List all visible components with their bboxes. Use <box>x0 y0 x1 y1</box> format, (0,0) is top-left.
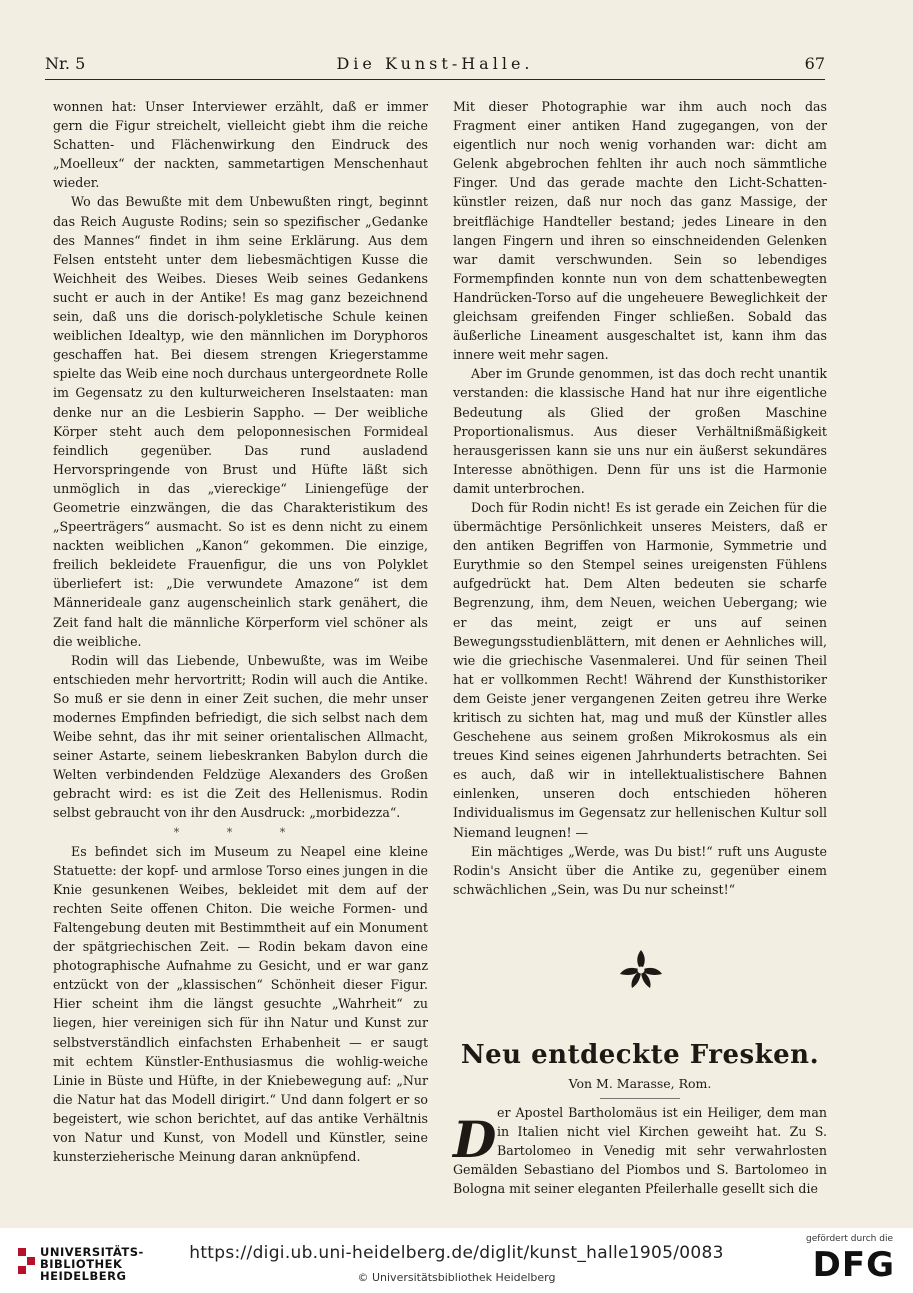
paragraph: Ein mächtiges „Werde, was Du bist!“ ruft uns Auguste Rodin's Ansicht über die Antike zu, gegenüber einem schwächlichen „Sein, was Du nur scheinst!“ <box>453 843 827 897</box>
paragraph: wonnen hat: Unser Interviewer erzählt, daß er immer gern die Figur streichelt, vielleicht giebt ihm die reiche Schatten- und Flächenwirkung den Eindruck des „Moelleux“ der nackten, sammetartigen Menschenhaut wieder. <box>53 99 428 191</box>
article-body <box>453 1103 827 1198</box>
article-text: er Apostel Bartholomäus ist ein Heiliger, dem man in Italien nicht viel Kirchen geweiht hat. Zu S. Bartolomeo in Venedig mit sehr verwahrlosten Gemälden Sebastiano del Piombos und S. Bartolomeo in Bologna mit seiner eleganten Pfeilerhalle gesellt sich die <box>453 1105 827 1197</box>
paragraph: Aber im Grunde genommen, ist das doch recht unantik verstanden: die klassische Hand hat nur ihre eigentliche Bedeutung als Glied der großen Maschine Proportionalismus. Aus dieser Verhältnißmäßigkeit herausgerissen kann sie uns nur ein äußerst sekundäres Interesse abnöthigen. Denn für uns ist die Harmonie damit unterbrochen. <box>453 366 827 496</box>
header-rule <box>45 79 825 80</box>
floral-ornament-icon <box>616 942 666 992</box>
viewer-footer <box>0 1228 913 1293</box>
institution-line: HEIDELBERG <box>40 1269 127 1283</box>
institution-line: BIBLIOTHEK <box>40 1257 123 1271</box>
section-separator: * * * <box>173 825 308 839</box>
funding-label: gefördert durch die <box>806 1234 893 1244</box>
journal-title: Die Kunst-Halle. <box>336 54 534 73</box>
institution-line: UNIVERSITÄTS- <box>40 1245 144 1259</box>
paragraph: Mit dieser Photographie war ihm auch noch das Fragment einer antiken Hand zugegangen, von der eigentlich nur noch wenig vorhanden war: dicht am Gelenk abgebrochen fehlten ihr auch noch sämmtliche Finger. Und das gerade machte den Licht-Schatten-künstler reizen, daß nur noch das ganz Massige, der breitflächige Handteller bestand; jedes Lineare in den langen Fingern und ihren so einschneidenden Gelenken war damit verschwunden. Sein so lebendiges Formempfinden konnte nun von dem schattenbewegten Handrücken-Torso auf die ungeheuere Beweglichkeit der gleichsam greifenden Finger schließen. Sobald das äußerliche Lineament ausgeschaltet ist, kann ihm das innere weit mehr sagen. <box>453 99 827 363</box>
article-byline: Von M. Marasse, Rom. <box>568 1076 712 1091</box>
page-number: 67 <box>804 54 825 73</box>
right-column <box>453 97 827 899</box>
issue-number: Nr. 5 <box>45 54 86 73</box>
paragraph: Es befindet sich im Museum zu Neapel eine kleine Statuette: der kopf- und armlose Torso eines jungen in die Knie gesunkenen Weibes, bekleidet mit dem auf der rechten Seite offenen Chiton. Die weiche Formen- und Faltengebung deuten mit Bestimmtheit auf ein Monument der spätgriechischen Zeit. — Rodin bekam davon eine photographische Aufnahme zu Gesicht, und er war ganz entzückt von der „klassischen“ Schönheit dieser Figur. Hier scheint ihm die längst gesuchte „Wahrheit“ zu liegen, hier vereinigen sich für ihn Natur und Kunst zur selbstverständlich einfachsten Erhabenheit — er saugt mit echtem Künstler-Enthusiasmus die wohlig-weiche Linie in Büste und Hüfte, in der Kniebewegung auf: „Nur die Natur hat das Modell dirigirt.“ Und dann folgert er so begeistert, wie schon berichtet, auf das antike Verhältnis von Natur und Kunst, von Modell und Künstler, seine kunsterzieherische Meinung daran anknüpfend. <box>53 843 428 1165</box>
copyright-notice: © Universitätsbibliothek Heidelberg <box>357 1271 556 1284</box>
article-title: Neu entdeckte Fresken. <box>460 1040 820 1070</box>
article-paragraph <box>453 1103 827 1198</box>
paragraph: Wo das Bewußte mit dem Unbewußten ringt, beginnt das Reich Auguste Rodins; sein so spezifischer „Gedanke des Mannes“ findet in ihm seine Erklärung. Aus dem Felsen entsteht unter dem liebesmächtigen Kusse die Weichheit des Weibes. Dieses Weib seines Gedankens sucht er auch in der Antike! Es mag ganz bezeichnend sein, daß uns die dorisch-polykletische Schule keinen weiblichen Idealtyp, wie den männlichen im Doryphoros geschaffen hat. Bei diesem strengen Kriegerstamme spielte das Weib eine noch durchaus untergeordnete Rolle im Gegensatz zu den kulturweicheren Inselstaaten: man denke nur an die Lesbierin Sappho. — Der weibliche Körper steht auch dem peloponnesischen Formideal feindlich gegenüber. Das rund ausladend Hervorspringende von Brust und Hüfte läßt sich unmöglich in das „viereckige“ Liniengefüge der Geometrie einzwängen, die das Charakteristikum des „Speerträgers“ ausmacht. So ist es denn nicht zu einem nackten weiblichen „Kanon“ gekommen. Die einzige, freilich bekleidete Frauenfigur, die uns von Polyklet überliefert ist: „Die verwundete Amazone“ ist dem Männerideale ganz augenscheinlich stark genähert, die Zeit fand halt die männliche Körperform viel schöner als die weibliche. <box>53 194 428 649</box>
dropcap-letter: D <box>453 1110 497 1169</box>
paragraph: Rodin will das Liebende, Unbewußte, was im Weibe entschieden mehr hervortritt; Rodin will auch die Antike. So muß er sie denn in einer Zeit suchen, die mehr unser modernes Empfinden befriedigt, die sich selbst nach dem Weibe sehnt, das ihr mit seiner orientalischen Allmacht, seiner Astarte, seinem liebeskranken Babylon durch die Welten verbindenden Feldzüge Alexanders des Großen gebracht wird: es ist die Zeit des Hellenismus. Rodin selbst gebraucht von ihr den Ausdruck: „morbidezza“. <box>53 652 428 821</box>
left-column <box>53 97 428 1166</box>
permalink-url[interactable]: https://digi.ub.uni-heidelberg.de/diglit/kunst_halle1905/0083 <box>189 1243 724 1263</box>
byline-rule <box>600 1098 680 1099</box>
dfg-logo[interactable]: DFG <box>812 1245 895 1285</box>
paragraph: Doch für Rodin nicht! Es ist gerade ein Zeichen für die übermächtige Persönlichkeit unseres Meisters, daß er den antiken Begriffen von Harmonie, Symmetrie und Eurythmie so den Stempel seines ureigensten Fühlens aufgedrückt hat. Dem Alten bedeuten sie scharfe Begrenzung, ihm, dem Neuen, weichen Uebergang; wie er das meint, zeigt er uns auf seinen Bewegungsstudienblättern, mit denen er Aehnliches will, wie die griechische Vasenmalerei. Und für seinen Theil hat er vollkommen Recht! Während der Kunsthistoriker dem Geiste jener vergangenen Zeiten getreu ihre Werke kritisch zu sichten hat, mag und muß der Künstler alles Geschehene aus seinem großen Mikrokosmus als ein treues Kind seines eigenen Jahrhunderts betrachten. Sei es auch, daß wir in intellektualistischere Bahnen einlenken, unseren doch entschieden höheren Individualismus im Gegensatz zur hellenischen Kultur soll Niemand leugnen! — <box>453 499 827 840</box>
running-header <box>45 54 825 80</box>
